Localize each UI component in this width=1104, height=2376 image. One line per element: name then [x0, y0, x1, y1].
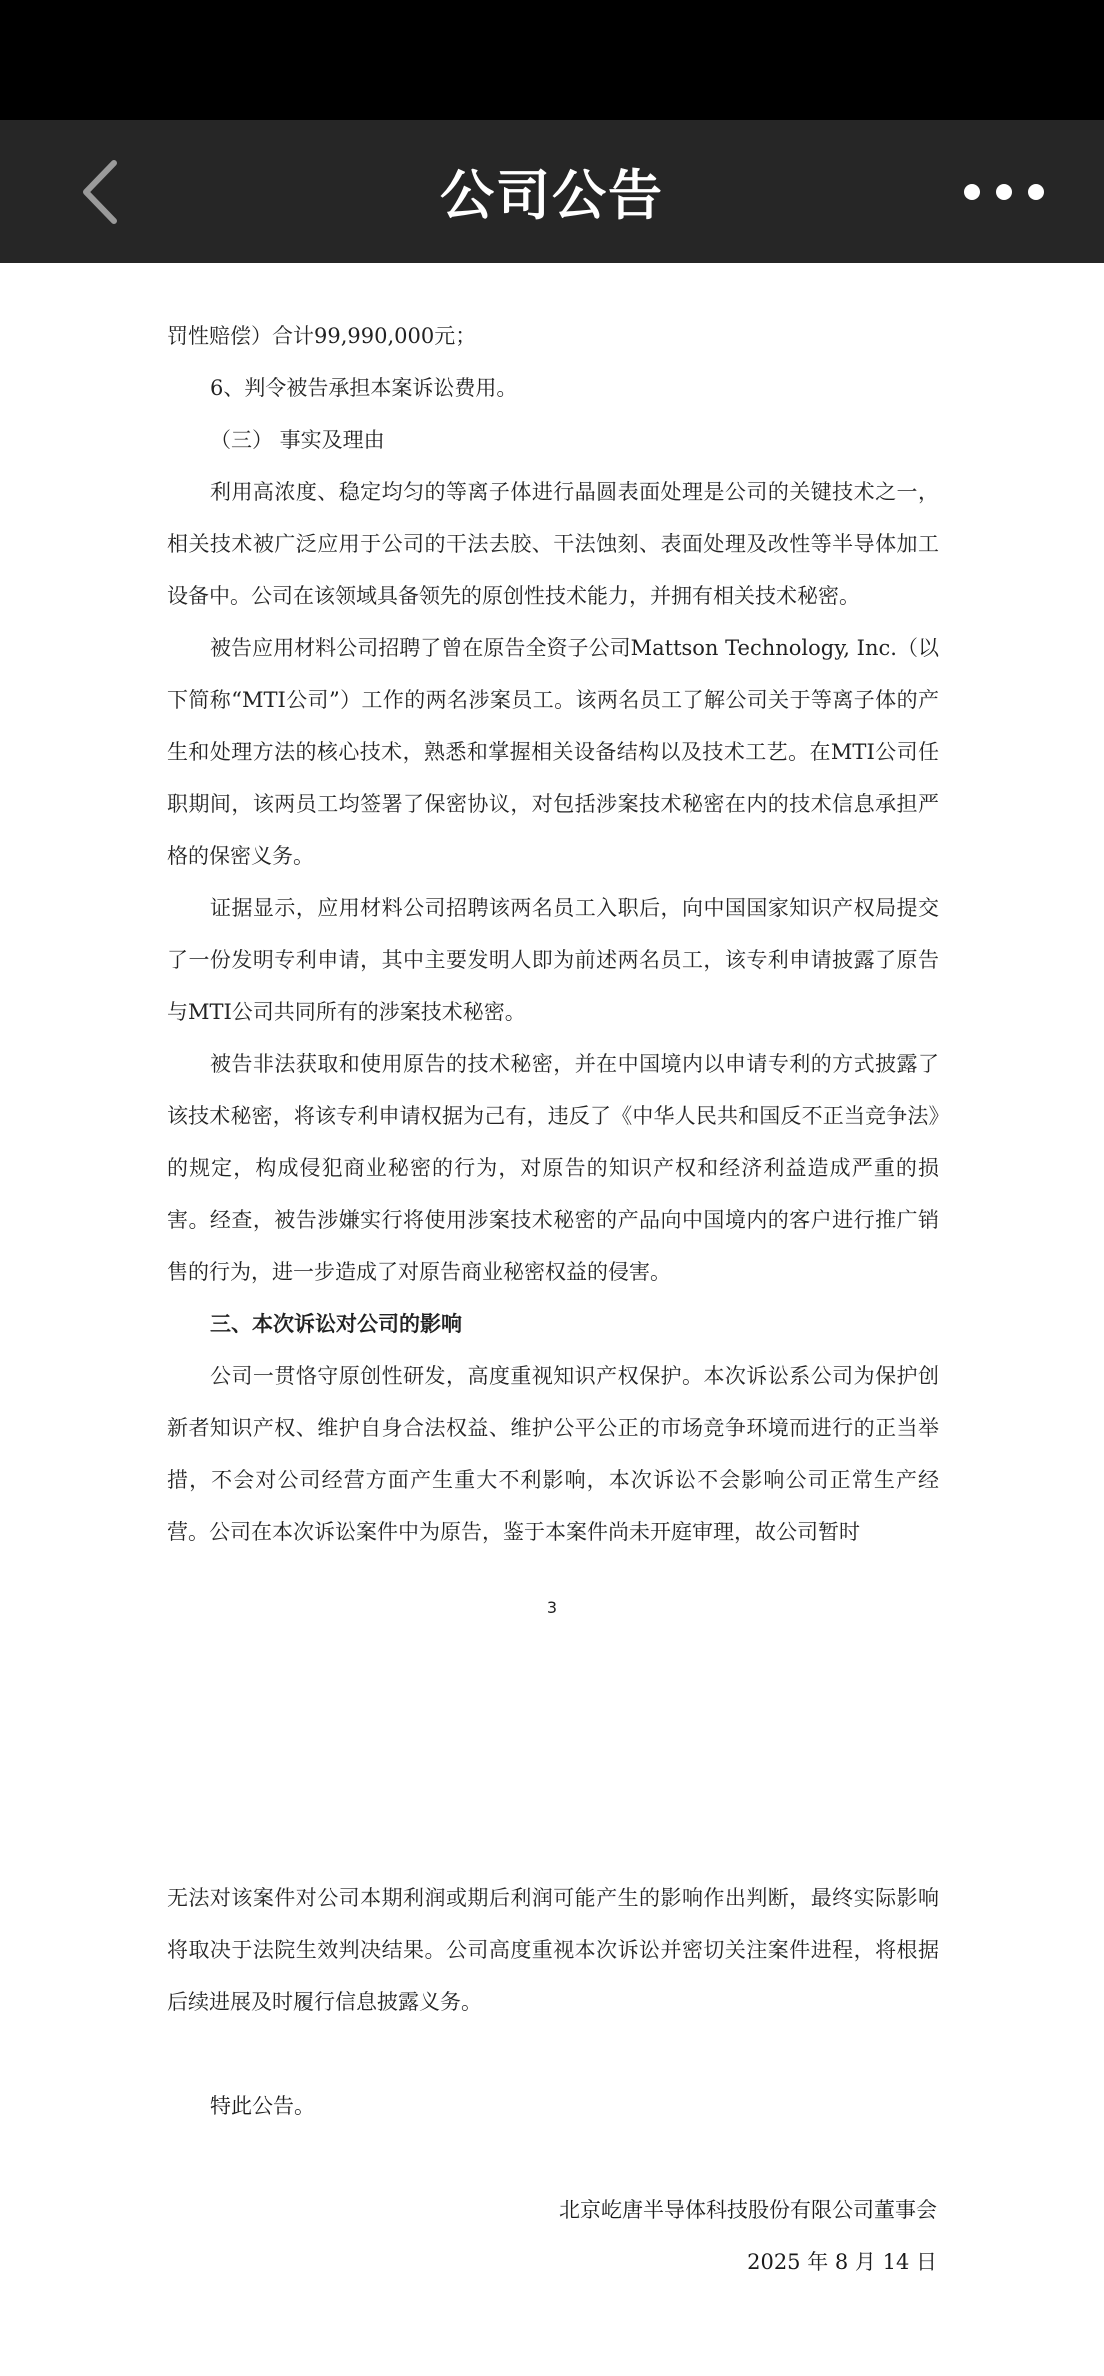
- signature-block: [559, 2184, 937, 2288]
- more-button[interactable]: [944, 160, 1064, 224]
- signature-company: 北京屹唐半导体科技股份有限公司董事会: [559, 2198, 937, 2222]
- paragraph-impact: 公司一贯恪守原创性研发，高度重视知识产权保护。本次诉讼系公司为保护创新者知识产权、维护自身合法权益、维护公平公正的市场竞争环境而进行的正当举措，不会对公司经营方面产生重大不利影响，本次诉讼不会影响公司正常生产经营。公司在本次诉讼案件中为原告，鉴于本案件尚未开庭审理，故公司暂时: [167, 1364, 939, 1544]
- closing-statement: 特此公告。: [210, 2094, 315, 2118]
- section-heading-impact: 三、本次诉讼对公司的影响: [210, 1312, 462, 1336]
- paragraph-facts-2: 被告应用材料公司招聘了曾在原告全资子公司Mattson Technology, Inc.（以下简称“MTI公司”）工作的两名涉案员工。该两名员工了解公司关于等离子体的产生和处理方法的核心技术，熟悉和掌握相关设备结构以及技术工艺。在MTI公司任职期间，该两员工均签署了保密协议，对包括涉案技术秘密在内的技术信息承担严格的保密义务。: [167, 636, 939, 868]
- paragraph-facts-4: 被告非法获取和使用原告的技术秘密，并在中国境内以申请专利的方式披露了该技术秘密，将该专利申请权据为己有，违反了《中华人民共和国反不正当竞争法》的规定，构成侵犯商业秘密的行为，对原告的知识产权和经济利益造成严重的损害。经查，被告涉嫌实行将使用涉案技术秘密的产品向中国境内的客户进行推广销售的行为，进一步造成了对原告商业秘密权益的侵害。: [167, 1052, 939, 1284]
- section-heading-facts: （三） 事实及理由: [210, 428, 385, 452]
- signature-date: 2025 年 8 月 14 日: [747, 2250, 937, 2274]
- paragraph-claim-6: 6、判令被告承担本案诉讼费用。: [210, 376, 518, 400]
- chevron-left-icon: [78, 157, 122, 227]
- document-page-4: [167, 1872, 939, 2028]
- page-title: 公司公告: [440, 164, 664, 227]
- paragraph-impact-continued: 无法对该案件对公司本期利润或期后利润可能产生的影响作出判断，最终实际影响将取决于法院生效判决结果。公司高度重视本次诉讼并密切关注案件进程，将根据后续进展及时履行信息披露义务。: [167, 1886, 939, 2014]
- more-dots-icon: [962, 182, 1046, 202]
- status-bar: [0, 0, 1104, 120]
- paragraph-facts-1: 利用高浓度、稳定均匀的等离子体进行晶圆表面处理是公司的关键技术之一，相关技术被广泛应用于公司的干法去胶、干法蚀刻、表面处理及改性等半导体加工设备中。公司在该领域具备领先的原创性技术能力，并拥有相关技术秘密。: [167, 480, 939, 608]
- page-number: 3: [546, 1598, 558, 1617]
- document-page-3: [167, 310, 939, 1558]
- paragraph-facts-3: 证据显示，应用材料公司招聘该两名员工入职后，向中国国家知识产权局提交了一份发明专利申请，其中主要发明人即为前述两名员工，该专利申请披露了原告与MTI公司共同所有的涉案技术秘密。: [167, 896, 939, 1024]
- back-button[interactable]: [60, 148, 140, 236]
- paragraph-damages: 罚性赔偿）合计99,990,000元；: [167, 324, 477, 348]
- nav-bar: [0, 120, 1104, 263]
